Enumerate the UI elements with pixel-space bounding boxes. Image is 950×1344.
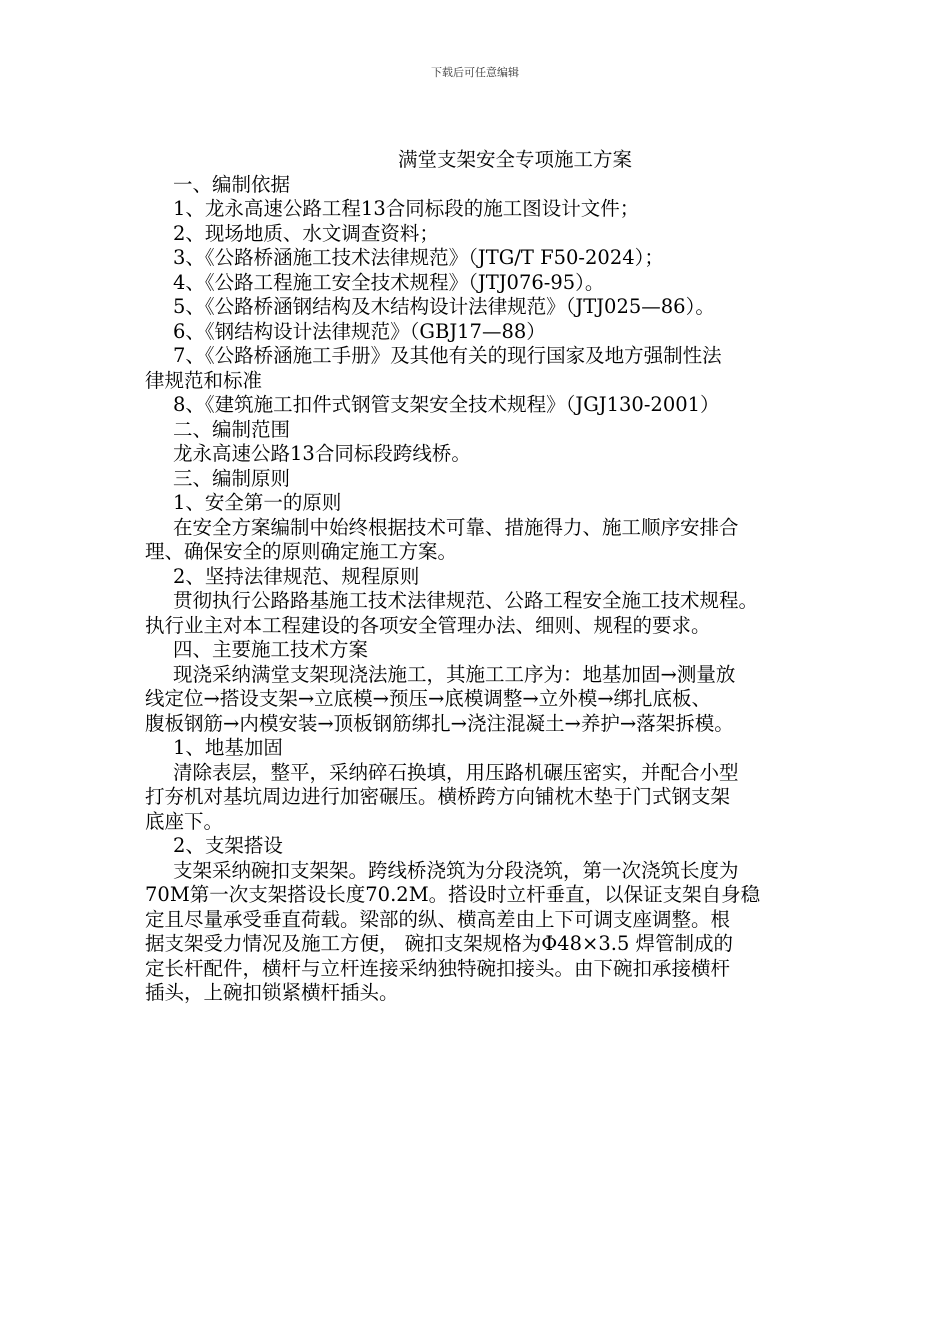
document-line: 2、坚持法律规范、规程原则 <box>173 564 420 588</box>
document-line: 3、《公路桥涵施工技术法律规范》（JTG/T F50-2024）； <box>173 246 664 269</box>
document-line: 线定位→搭设支架→立底模→预压→底模调整→立外模→绑扎底板、 <box>145 687 712 710</box>
document-line: 7、《公路桥涵施工手册》及其他有关的现行国家及地方强制性法 <box>173 344 722 367</box>
document-line: 执行业主对本工程建设的各项安全管理办法、细则、规程的要求。 <box>145 613 711 637</box>
document-line: 律规范和标准 <box>145 368 263 392</box>
document-line: 打夯机对基坑周边进行加密碾压。横桥跨方向铺枕木垫于门式钢支架 <box>145 785 731 808</box>
document-line: 腹板钢筋→内模安装→顶板钢筋绑扎→浇注混凝土→养护→落架拆模。 <box>145 711 734 735</box>
document-line: 龙永高速公路13合同标段跨线桥。 <box>173 442 471 465</box>
document-line: 70M第一次支架搭设长度70.2M。搭设时立杆垂直，以保证支架自身稳 <box>145 883 761 906</box>
document-line: 三、编制原则 <box>173 466 291 490</box>
document-line: 在安全方案编制中始终根据技术可靠、措施得力、施工顺序安排合 <box>173 515 739 539</box>
document-line: 一、编制依据 <box>173 172 291 196</box>
document-title: 满堂支架安全专项施工方案 <box>397 148 632 171</box>
document-line: 二、编制范围 <box>173 417 291 441</box>
document-line: 底座下。 <box>145 809 224 833</box>
document-body <box>145 148 825 1006</box>
document-line: 5、《公路桥涵钢结构及木结构设计法律规范》（JTJ025—86）。 <box>173 295 715 318</box>
document-line: 1、龙永高速公路工程13合同标段的施工图设计文件； <box>173 197 640 220</box>
document-line: 6、《钢结构设计法律规范》（GBJ17—88） <box>173 319 546 343</box>
document-line: 清除表层，整平，采纳碎石换填，用压路机碾压密实，并配合小型 <box>173 760 739 784</box>
document-line: 定且尽量承受垂直荷载。梁部的纵、横高差由上下可调支座调整。根 <box>145 907 731 931</box>
document-line: 支架采纳碗扣支架架。跨线桥浇筑为分段浇筑，第一次浇筑长度为 <box>173 858 739 882</box>
document-line: 1、安全第一的原则 <box>173 491 342 514</box>
document-line: 定长杆配件，横杆与立杆连接采纳独特碗扣接头。由下碗扣承接横杆 <box>145 956 731 980</box>
document-line: 1、地基加固 <box>173 736 283 759</box>
document-line: 现浇采纳满堂支架现浇法施工，其施工工序为：地基加固→测量放 <box>173 662 736 686</box>
document-line: 据支架受力情况及施工方便， 碗扣支架规格为Φ48×3.5 焊管制成的 <box>145 932 734 955</box>
document-line: 4、《公路工程施工安全技术规程》（JTJ076-95）。 <box>173 270 605 294</box>
document-line: 2、支架搭设 <box>173 834 283 857</box>
document-line: 四、主要施工技术方案 <box>173 638 369 661</box>
document-line: 贯彻执行公路路基施工技术法律规范、公路工程安全施工技术规程。 <box>173 589 759 612</box>
document-line: 2、现场地质、水文调查资料； <box>173 221 439 245</box>
page-header-note: 下载后可任意编辑 <box>431 66 519 79</box>
document-lines <box>145 173 825 1006</box>
document-line: 插头，上碗扣锁紧横杆插头。 <box>145 981 399 1004</box>
document-line: 理、确保安全的原则确定施工方案。 <box>145 540 458 563</box>
document-line: 8、《建筑施工扣件式钢管支架安全技术规程》（JGJ130-2001） <box>173 393 720 416</box>
